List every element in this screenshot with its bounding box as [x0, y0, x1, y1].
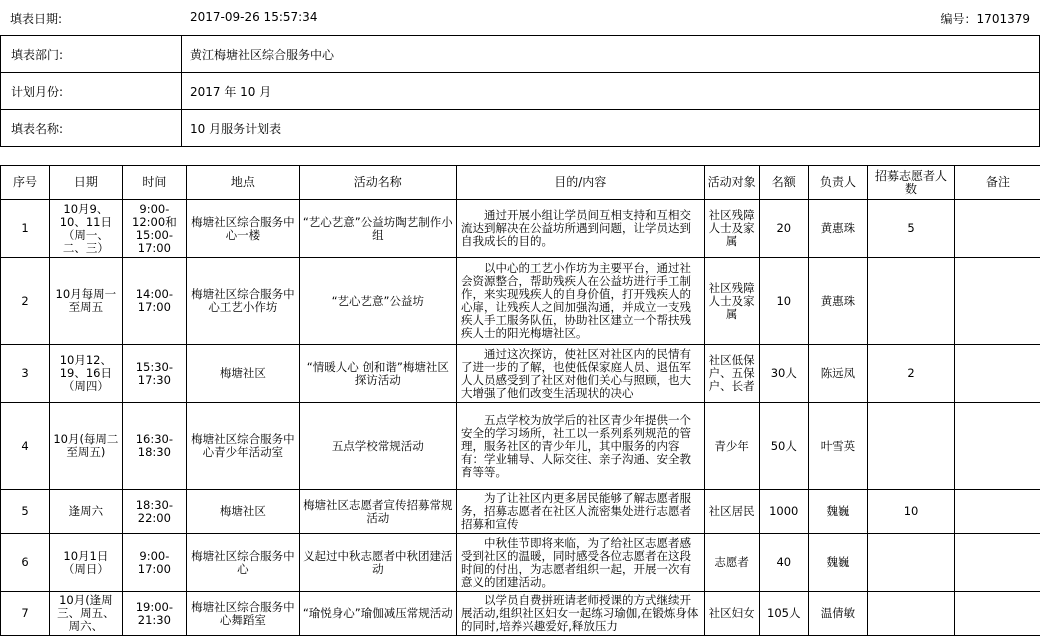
cell-quota: [759, 534, 808, 592]
cell-leader: [808, 200, 867, 258]
department-value: 黄江梅塘社区综合服务中心: [182, 36, 1040, 73]
cell-volunteers: [868, 258, 955, 345]
cell-text: 陈远凤: [811, 367, 865, 380]
cell-date: [50, 592, 123, 636]
cell-activity-name: [299, 200, 456, 258]
cell-text: 魏巍: [811, 505, 865, 518]
cell-text: 社区低保户、五保户、长者: [707, 354, 757, 393]
cell-text: 魏巍: [811, 556, 865, 569]
cell-target: [704, 345, 759, 403]
cell-target: [704, 200, 759, 258]
cell-seq: [1, 200, 50, 258]
cell-quota: [759, 258, 808, 345]
cell-volunteers: [868, 592, 955, 636]
cell-leader: [808, 345, 867, 403]
cell-goal: [457, 403, 704, 490]
cell-text: 7: [3, 607, 47, 620]
header-volunteers: 招募志愿者人数: [868, 166, 955, 200]
cell-text: 以中心的工艺小作坊为主要平台，通过社会资源整合，帮助残疾人在公益坊进行手工制作，来实现残疾人的自身价值，打开残疾人的心扉，让残疾人之间加强沟通，并成立一支残疾人手工服务队伍，协助社区建立一个帮扶残疾人士的阳光梅塘社区。: [461, 262, 699, 340]
header-leader: 负责人: [808, 166, 867, 200]
service-plan-table: [0, 165, 1040, 636]
cell-activity-name: [299, 345, 456, 403]
cell-date: [50, 403, 123, 490]
cell-place: [187, 490, 299, 534]
fill-date-label: 填表日期:: [10, 10, 62, 27]
cell-text: 6: [3, 556, 47, 569]
cell-text: 9:00-17:00: [125, 550, 184, 576]
cell-target: [704, 592, 759, 636]
cell-date: [50, 345, 123, 403]
cell-text: 以学员自费拼班请老师授课的方式继续开展活动,组织社区妇女一起练习瑜伽,在锻炼身体的同时,培养兴趣爱好,释放压力: [461, 594, 699, 633]
cell-text: 5: [870, 222, 952, 235]
cell-volunteers: [868, 200, 955, 258]
cell-goal: [457, 345, 704, 403]
cell-text: 2: [870, 367, 952, 380]
cell-text: 五点学校常规活动: [302, 440, 454, 453]
header-goal: 目的/内容: [457, 166, 704, 200]
cell-place: [187, 345, 299, 403]
cell-goal: [457, 592, 704, 636]
cell-text: 3: [3, 367, 47, 380]
cell-remark: [955, 258, 1040, 345]
cell-text: 40: [762, 556, 806, 569]
cell-text: 通过这次探访，使社区对社区内的民情有了进一步的了解，也使低保家庭人员、退伍军人人员感受到了社区对他们关心与照顾，也大大增强了他们改变生活现状的决心: [461, 348, 699, 400]
cell-remark: [955, 490, 1040, 534]
cell-quota: [759, 345, 808, 403]
cell-seq: [1, 534, 50, 592]
cell-text: 10: [762, 295, 806, 308]
header-remark: 备注: [955, 166, 1040, 200]
cell-goal: [457, 200, 704, 258]
cell-seq: [1, 345, 50, 403]
cell-text: 2: [3, 295, 47, 308]
cell-text: 社区妇女: [707, 607, 757, 620]
cell-text: 14:00-17:00: [125, 288, 184, 314]
cell-volunteers: [868, 345, 955, 403]
form-info-table: [0, 35, 1040, 147]
table-row: [1, 592, 1040, 636]
cell-text: 志愿者: [707, 556, 757, 569]
header-date: 日期: [50, 166, 123, 200]
cell-leader: [808, 534, 867, 592]
cell-remark: [955, 403, 1040, 490]
cell-time: [122, 534, 186, 592]
cell-text: 为了让社区内更多居民能够了解志愿者服务，招募志愿者在社区人流密集处进行志愿者招募和宣传: [461, 492, 699, 531]
cell-text: 梅塘社区志愿者宣传招募常规活动: [302, 499, 454, 525]
cell-text: 梅塘社区: [189, 367, 296, 380]
cell-text: 10: [870, 505, 952, 518]
cell-text: 黄惠珠: [811, 295, 865, 308]
cell-goal: [457, 534, 704, 592]
cell-remark: [955, 200, 1040, 258]
cell-seq: [1, 403, 50, 490]
cell-text: 中秋佳节即将来临，为了给社区志愿者感受到社区的温暖，同时感受各位志愿者在这段时间的付出，为志愿者组织一起，开展一次有意义的团建活动。: [461, 537, 699, 589]
cell-place: [187, 592, 299, 636]
cell-date: [50, 258, 123, 345]
cell-text: 五点学校为放学后的社区青少年提供一个安全的学习场所，社工以一系列系列规范的管理，服务社区的青少年儿，其中服务的内容有：学业辅导、人际交往、亲子沟通、安全教育等等。: [461, 414, 699, 479]
cell-text: 青少年: [707, 440, 757, 453]
cell-activity-name: [299, 592, 456, 636]
month-label: 计划月份:: [1, 73, 182, 110]
cell-text: “艺心艺意”公益坊陶艺制作小组: [302, 216, 454, 242]
cell-volunteers: [868, 403, 955, 490]
cell-text: 4: [3, 440, 47, 453]
cell-time: [122, 592, 186, 636]
cell-date: [50, 490, 123, 534]
cell-text: 社区居民: [707, 505, 757, 518]
fill-date-value: 2017-09-26 15:57:34: [190, 10, 317, 24]
cell-activity-name: [299, 534, 456, 592]
cell-quota: [759, 200, 808, 258]
cell-text: 10月12、19、16日（周四）: [52, 354, 120, 393]
info-row-department: [1, 36, 1040, 73]
cell-remark: [955, 534, 1040, 592]
cell-text: 10月1日（周日）: [52, 550, 120, 576]
cell-leader: [808, 258, 867, 345]
cell-text: 逢周六: [52, 505, 120, 518]
cell-text: 19:00-21:30: [125, 601, 184, 627]
cell-text: 50人: [762, 440, 806, 453]
cell-target: [704, 258, 759, 345]
cell-remark: [955, 592, 1040, 636]
cell-place: [187, 258, 299, 345]
cell-text: “情暖人心 创和谐”梅塘社区探访活动: [302, 361, 454, 387]
form-number: 编号：1701379: [941, 10, 1030, 27]
header-seq: 序号: [1, 166, 50, 200]
header-time: 时间: [122, 166, 186, 200]
table-row: [1, 345, 1040, 403]
cell-quota: [759, 403, 808, 490]
cell-volunteers: [868, 490, 955, 534]
cell-text: 通过开展小组让学员间互相支持和互相交流达到解决在公益坊所遇到问题，让学员达到自我成长的目的。: [461, 209, 699, 248]
cell-place: [187, 200, 299, 258]
cell-text: 社区残障人士及家属: [707, 282, 757, 321]
cell-time: [122, 345, 186, 403]
cell-text: 20: [762, 222, 806, 235]
cell-place: [187, 403, 299, 490]
cell-volunteers: [868, 534, 955, 592]
cell-target: [704, 534, 759, 592]
cell-text: 15:30-17:30: [125, 361, 184, 387]
table-row: [1, 490, 1040, 534]
cell-date: [50, 200, 123, 258]
table-row: [1, 258, 1040, 345]
cell-text: 10月(逢周三、周五、周六、: [52, 594, 120, 633]
cell-seq: [1, 258, 50, 345]
cell-leader: [808, 403, 867, 490]
header-activity-name: 活动名称: [299, 166, 456, 200]
cell-text: 1000: [762, 505, 806, 518]
cell-text: 5: [3, 505, 47, 518]
cell-quota: [759, 592, 808, 636]
table-header-row: [1, 166, 1040, 200]
form-name-label: 填表名称:: [1, 110, 182, 147]
cell-time: [122, 200, 186, 258]
cell-text: 梅塘社区综合服务中心舞蹈室: [189, 601, 296, 627]
cell-text: 温倩敏: [811, 607, 865, 620]
cell-goal: [457, 258, 704, 345]
header-place: 地点: [187, 166, 299, 200]
cell-text: 105人: [762, 607, 806, 620]
cell-activity-name: [299, 403, 456, 490]
cell-goal: [457, 490, 704, 534]
cell-text: 1: [3, 222, 47, 235]
table-row: [1, 200, 1040, 258]
cell-text: 18:30-22:00: [125, 499, 184, 525]
cell-place: [187, 534, 299, 592]
cell-seq: [1, 490, 50, 534]
table-row: [1, 403, 1040, 490]
cell-time: [122, 490, 186, 534]
month-value: 2017 年 10 月: [182, 73, 1040, 110]
cell-seq: [1, 592, 50, 636]
cell-text: “瑜悦身心”瑜伽减压常规活动: [302, 607, 454, 620]
cell-text: 义起过中秋志愿者中秋团建活动: [302, 550, 454, 576]
table-row: [1, 534, 1040, 592]
cell-text: 16:30-18:30: [125, 433, 184, 459]
cell-text: 叶雪英: [811, 440, 865, 453]
cell-text: 10月每周一至周五: [52, 288, 120, 314]
cell-activity-name: [299, 258, 456, 345]
cell-date: [50, 534, 123, 592]
cell-text: 梅塘社区综合服务中心: [189, 550, 296, 576]
cell-target: [704, 403, 759, 490]
cell-remark: [955, 345, 1040, 403]
department-label: 填表部门:: [1, 36, 182, 73]
header-quota: 名额: [759, 166, 808, 200]
cell-target: [704, 490, 759, 534]
cell-text: “艺心艺意”公益坊: [302, 295, 454, 308]
cell-time: [122, 258, 186, 345]
form-header: [0, 0, 1040, 36]
cell-text: 梅塘社区: [189, 505, 296, 518]
cell-text: 梅塘社区综合服务中心青少年活动室: [189, 433, 296, 459]
info-row-name: [1, 110, 1040, 147]
cell-text: 黄惠珠: [811, 222, 865, 235]
cell-leader: [808, 592, 867, 636]
cell-text: 30人: [762, 367, 806, 380]
form-name-value: 10 月服务计划表: [182, 110, 1040, 147]
cell-text: 9:00-12:00和15:00-17:00: [125, 203, 184, 255]
cell-quota: [759, 490, 808, 534]
cell-text: 10月9、10、11日（周一、二、三）: [52, 203, 120, 255]
cell-text: 梅塘社区综合服务中心一楼: [189, 216, 296, 242]
cell-text: 梅塘社区综合服务中心工艺小作坊: [189, 288, 296, 314]
cell-leader: [808, 490, 867, 534]
cell-text: 10月(每周二至周五): [52, 433, 120, 459]
cell-activity-name: [299, 490, 456, 534]
cell-text: 社区残障人士及家属: [707, 209, 757, 248]
header-target: 活动对象: [704, 166, 759, 200]
info-row-month: [1, 73, 1040, 110]
cell-time: [122, 403, 186, 490]
